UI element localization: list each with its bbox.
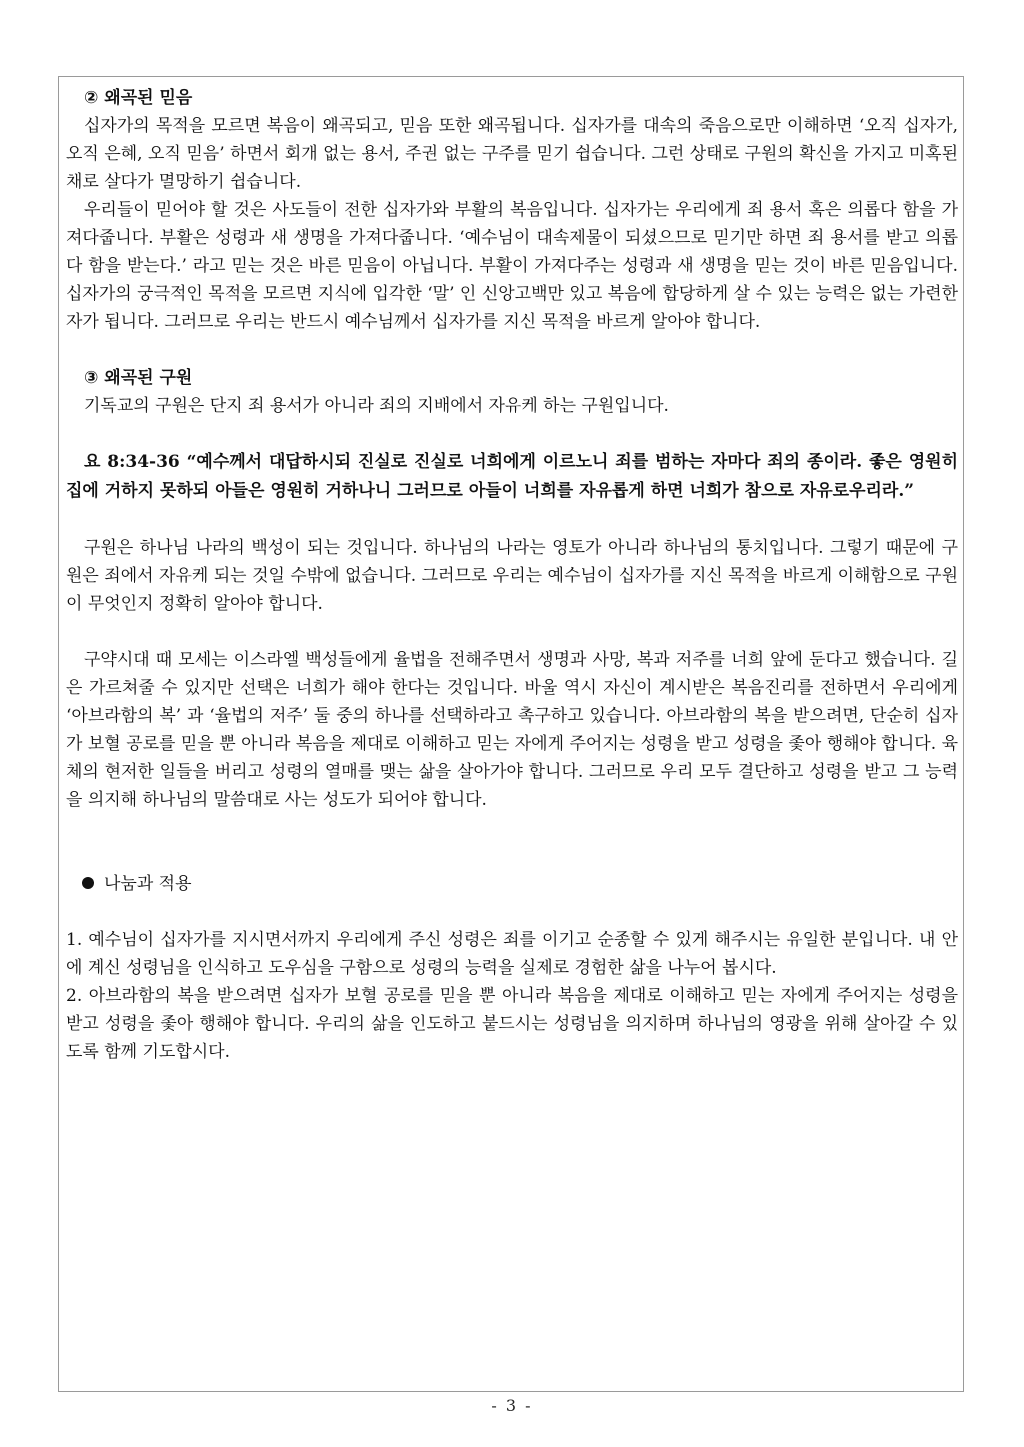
sharing-heading bbox=[66, 870, 958, 898]
application-item-1: 1. 예수님이 십자가를 지시면서까지 우리에게 주신 성령은 죄를 이기고 순종할 수 있게 해주시는 유일한 분입니다. 내 안에 계신 성령님을 인식하고 도우심을 구함으로 성령의 능력을 실제로 경험한 삶을 나누어 봅시다. bbox=[66, 930, 958, 978]
paragraph: 구원은 하나님 나라의 백성이 되는 것입니다. 하나님의 나라는 영토가 아니라 하나님의 통치입니다. 그렇기 때문에 구원은 죄에서 자유케 되는 것일 수밖에 없습니다. 그러므로 우리는 예수님이 십자가를 지신 목적을 바르게 이해함으로 구원이 무엇인지 정확히 알아야 합니다. bbox=[66, 538, 958, 614]
bullet-dot-icon bbox=[82, 877, 94, 889]
page-content bbox=[66, 84, 958, 1066]
section-heading-distorted-faith: ② 왜곡된 믿음 bbox=[84, 88, 193, 108]
section-heading-distorted-salvation: ③ 왜곡된 구원 bbox=[84, 368, 193, 388]
paragraph: 기독교의 구원은 단지 죄 용서가 아니라 죄의 지배에서 자유케 하는 구원입니다. bbox=[84, 396, 669, 416]
paragraph: 우리들이 믿어야 할 것은 사도들이 전한 십자가와 부활의 복음입니다. 십자가는 우리에게 죄 용서 혹은 의롭다 함을 가져다줍니다. 부활은 성령과 새 생명을 가져다줍니다. ‘예수님이 대속제물이 되셨으므로 믿기만 하면 죄 용서를 받고 의롭다 함을 받는다.’ 라고 믿는 것은 바른 믿음이 아닙니다. 부활이 가져다주는 성령과 새 생명을 믿는 것이 바른 믿음입니다. 십자가의 궁극적인 목적을 모르면 지식에 입각한 ‘말’ 인 신앙고백만 있고 복음에 합당하게 살 수 있는 능력은 없는 가련한 자가 됩니다. 그러므로 우리는 반드시 예수님께서 십자가를 지신 목적을 바르게 알아야 합니다. bbox=[66, 200, 958, 332]
page-number: - 3 - bbox=[491, 1396, 533, 1415]
paragraph: 십자가의 목적을 모르면 복음이 왜곡되고, 믿음 또한 왜곡됩니다. 십자가를 대속의 죽음으로만 이해하면 ‘오직 십자가, 오직 은혜, 오직 믿음’ 하면서 회개 없는 용서, 주권 없는 구주를 믿기 쉽습니다. 그런 상태로 구원의 확신을 가지고 미혹된 채로 살다가 멸망하기 쉽습니다. bbox=[66, 116, 958, 192]
sharing-title: 나눔과 적용 bbox=[104, 874, 192, 894]
paragraph: 구약시대 때 모세는 이스라엘 백성들에게 율법을 전해주면서 생명과 사망, 복과 저주를 너희 앞에 둔다고 했습니다. 길은 가르쳐줄 수 있지만 선택은 너희가 해야 한다는 것입니다. 바울 역시 자신이 계시받은 복음진리를 전하면서 우리에게 ‘아브라함의 복’ 과 ‘율법의 저주’ 둘 중의 하나를 선택하라고 촉구하고 있습니다. 아브라함의 복을 받으려면, 단순히 십자가 보혈 공로를 믿을 뿐 아니라 복음을 제대로 이해하고 믿는 자에게 주어지는 성령을 받고 성령을 좇아 행해야 합니다. 육체의 현저한 일들을 버리고 성령의 열매를 맺는 삶을 살아가야 합니다. 그러므로 우리 모두 결단하고 성령을 받고 그 능력을 의지해 하나님의 말씀대로 사는 성도가 되어야 합니다. bbox=[66, 650, 958, 810]
scripture-quote: 요 8:34-36 “예수께서 대답하시되 진실로 진실로 너희에게 이르노니 죄를 범하는 자마다 죄의 종이라. 좋은 영원히 집에 거하지 못하되 아들은 영원히 거하나니 그러므로 아들이 너희를 자유롭게 하면 너희가 참으로 자유로우리라.” bbox=[66, 452, 958, 501]
application-item-2: 2. 아브라함의 복을 받으려면 십자가 보혈 공로를 믿을 뿐 아니라 복음을 제대로 이해하고 믿는 자에게 주어지는 성령을 받고 성령을 좇아 행해야 합니다. 우리의 삶을 인도하고 붙드시는 성령님을 의지하며 하나님의 영광을 위해 살아갈 수 있도록 함께 기도합시다. bbox=[66, 986, 958, 1062]
